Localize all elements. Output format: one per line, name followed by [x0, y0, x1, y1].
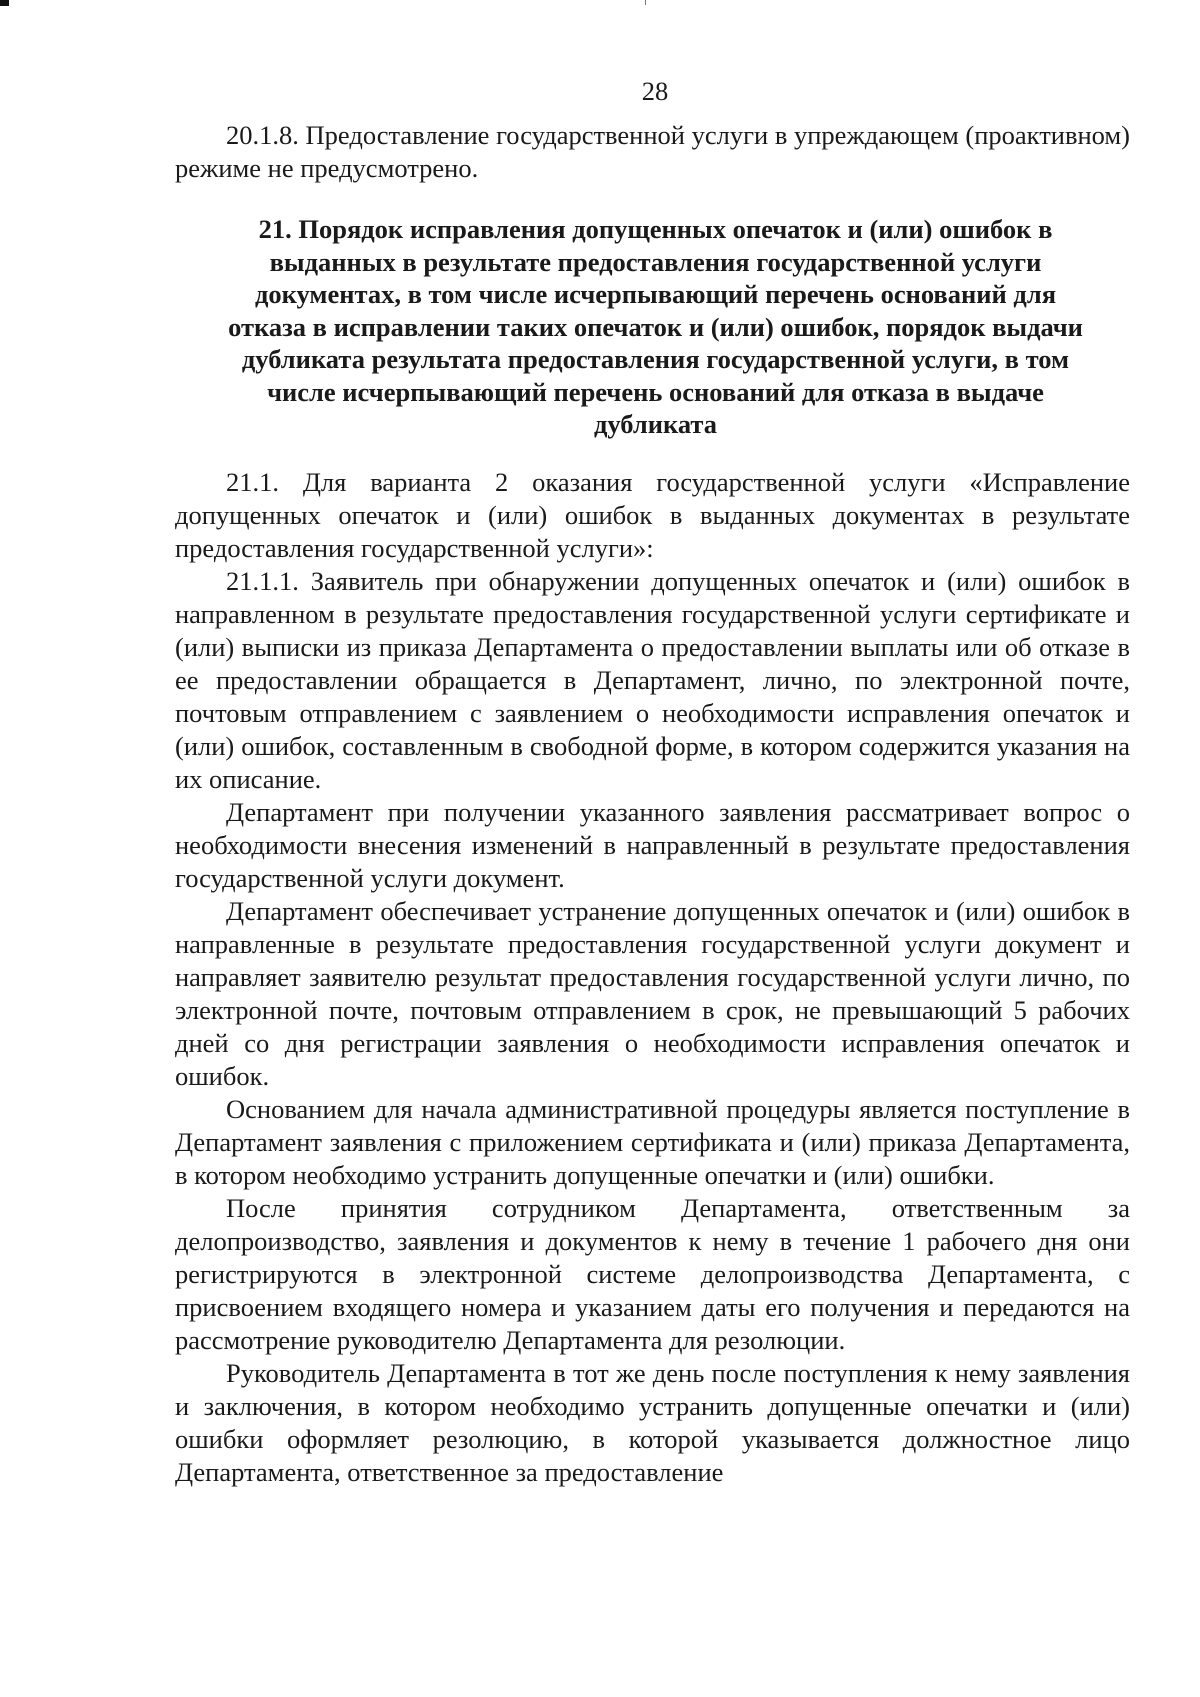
paragraph-registration: После принятия сотрудником Департамента, ответственным за делопроизводство, заявления и документов к нему в течение 1 рабочего дня они регистрируются в электронной системе делопроизводства Департамента, с присвоением входящего номера и указанием даты его получения и передаются на рассмотрение руководителю Департамента для резолюции. [175, 1192, 1130, 1355]
heading-line: дубликата [593, 409, 718, 439]
paragraph-correction: Департамент обеспечивает устранение допущенных опечаток и (или) ошибок в направленные в результате предоставления государственной услуги документ и направляет заявителю результат предоставления государственной услуги лично, по электронной почте, почтовым отправлением в срок, не превышающий 5 рабочих дней со дня регистрации заявления о необходимости исправления опечаток и ошибок. [175, 895, 1130, 1091]
paragraph-basis: Основанием для начала административной процедуры является поступление в Департамент заявления с приложением сертификата и (или) приказа Департамента, в котором необходимо устранить допущенные опечатки и (или) ошибки. [175, 1093, 1130, 1190]
scan-top-tick [645, 0, 646, 5]
paragraph-21-1: 21.1. Для варианта 2 оказания государственной услуги «Исправление допущенных опечаток и (или) ошибок в выданных документах в результате предоставления государственной услуги»: [175, 466, 1130, 563]
paragraph-resolution: Руководитель Департамента в тот же день после поступления к нему заявления и заключения, в котором необходимо устранить допущенные опечатки и (или) ошибки оформляет резолюцию, в которой указывается должностное лицо Департамента, ответственное за предоставление [175, 1357, 1130, 1487]
section-heading-21 [175, 213, 1130, 441]
heading-line: выданных в результате предоставления государственной услуги [269, 246, 1042, 277]
paragraph-21-1-1: 21.1.1. Заявитель при обнаружении допущенных опечаток и (или) ошибок в направленном в результате предоставления государственной услуги сертификате и (или) выписки из приказа Департамента о предоставлении выплаты или об отказе в ее предоставлении обращается в Департамент, лично, по электронной почте, почтовым отправлением с заявлением о необходимости исправления опечаток и (или) ошибок, составленным в свободной форме, в котором содержится указания на их описание. [175, 565, 1130, 794]
heading-line: 21. Порядок исправления допущенных опечаток и (или) ошибок в [258, 214, 1053, 244]
heading-line: отказа в исправлении таких опечаток и (или) ошибок, порядок выдачи [228, 311, 1083, 342]
page-number: 28 [641, 76, 669, 106]
paragraph-review: Департамент при получении указанного заявления рассматривает вопрос о необходимости внесения изменений в направленный в результате предоставления государственной услуги документ. [175, 796, 1130, 893]
document-page [175, 75, 1130, 1489]
heading-line: числе исчерпывающий перечень оснований для отказа в выдаче [267, 376, 1044, 407]
scan-corner-mark [0, 0, 9, 6]
heading-line: дубликата результата предоставления государственной услуги, в том [241, 344, 1070, 374]
paragraph-20-1-8: 20.1.8. Предоставление государственной услуги в упреждающем (проактивном) режиме не предусмотрено. [175, 120, 1130, 183]
heading-line: документах, в том числе исчерпывающий перечень оснований для [254, 279, 1057, 309]
